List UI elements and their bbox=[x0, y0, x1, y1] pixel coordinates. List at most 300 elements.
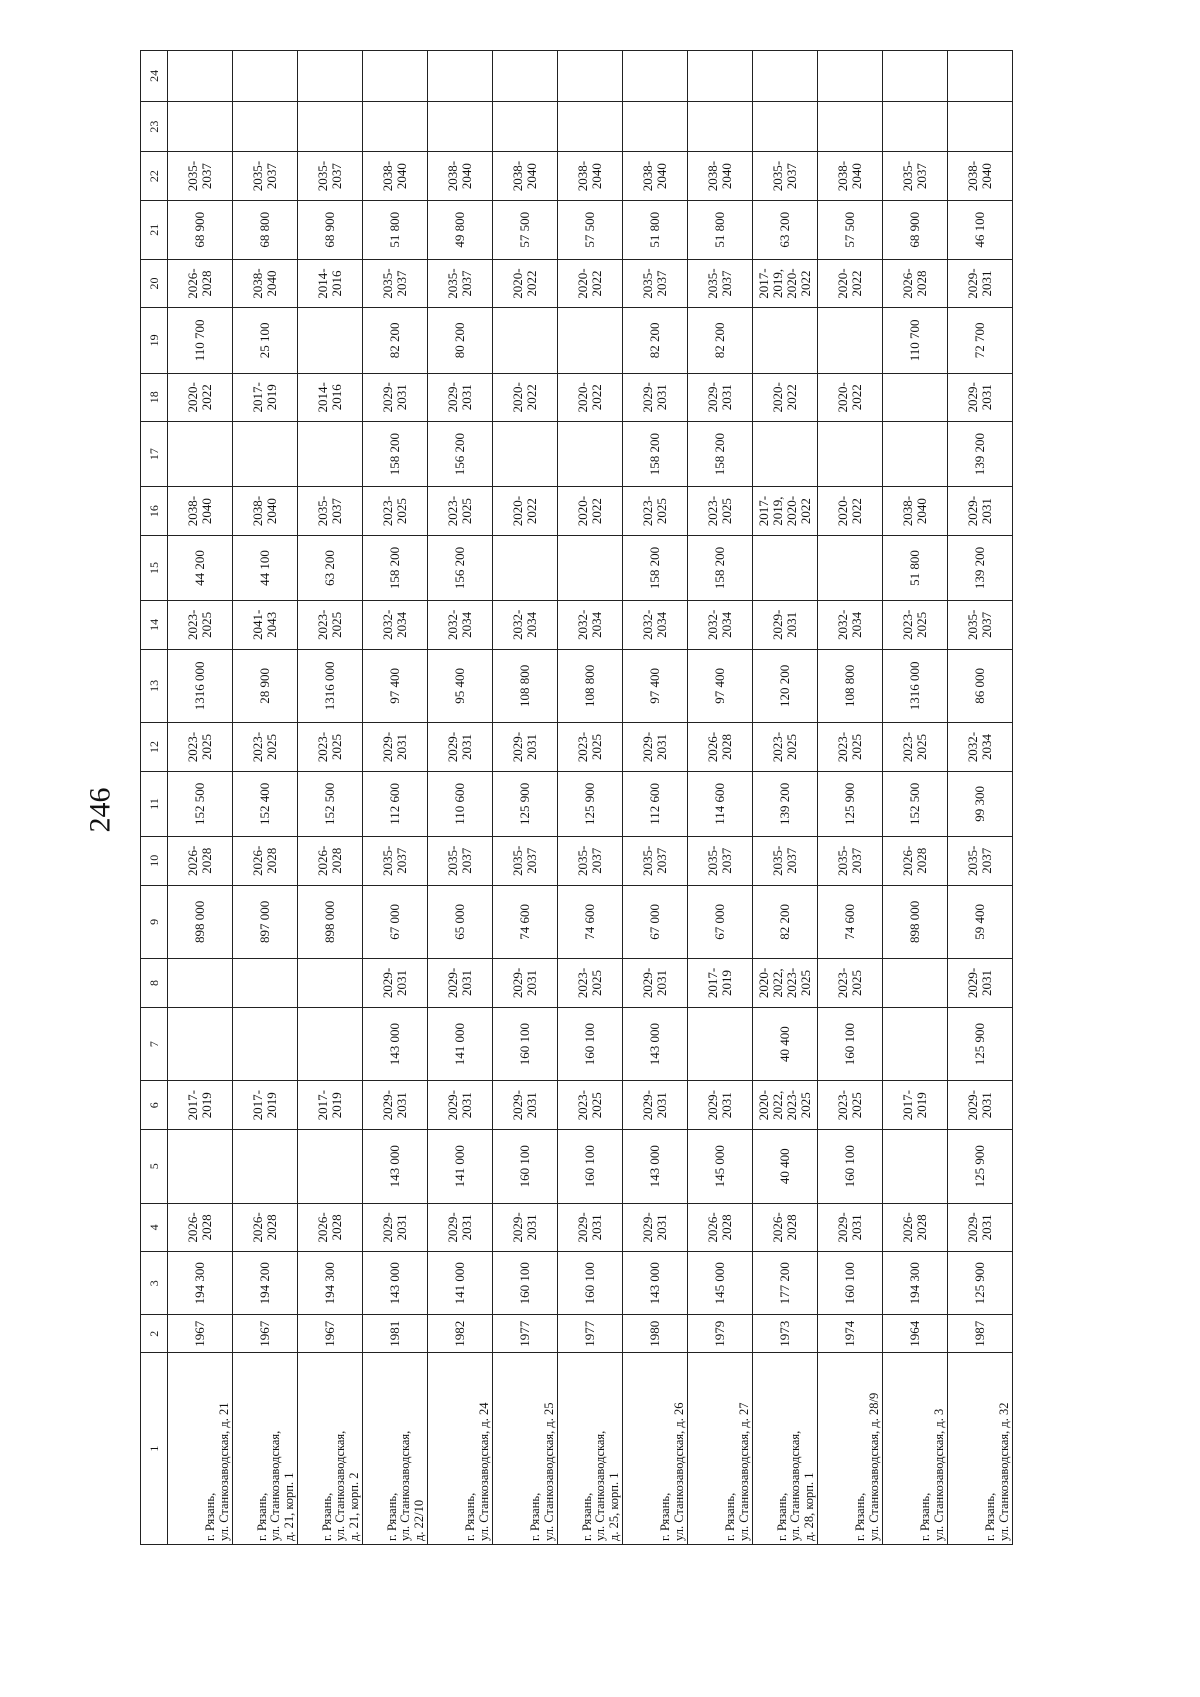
table-cell-col-15: 156 200 bbox=[428, 535, 493, 600]
column-header-3: 3 bbox=[141, 1252, 168, 1315]
table-cell-col-5 bbox=[168, 1129, 233, 1203]
table-cell-col-10: 2035- 2037 bbox=[818, 837, 883, 885]
table-cell-col-15 bbox=[493, 535, 558, 600]
table-cell-col-16: 2020- 2022 bbox=[493, 487, 558, 535]
table-cell-col-12: 2023- 2025 bbox=[298, 723, 363, 771]
table-cell-col-12: 2029- 2031 bbox=[363, 723, 428, 771]
table-cell-col-9: 67 000 bbox=[363, 885, 428, 959]
table-cell-col-3: 160 100 bbox=[818, 1252, 883, 1315]
table-cell-col-14: 2035- 2037 bbox=[948, 601, 1013, 649]
address-cell: г. Рязань, ул. Станкозаводская, д. 32 bbox=[948, 1353, 1013, 1545]
table-cell-col-3: 143 000 bbox=[363, 1252, 428, 1315]
table-cell-col-14: 2023- 2025 bbox=[298, 601, 363, 649]
column-header-14: 14 bbox=[141, 601, 168, 649]
table-cell-col-20: 2038- 2040 bbox=[233, 259, 298, 307]
table-cell-col-13: 108 800 bbox=[818, 649, 883, 723]
table-cell-col-4: 2026- 2028 bbox=[298, 1203, 363, 1251]
table-cell-col-15: 44 100 bbox=[233, 535, 298, 600]
table-cell-col-13: 120 200 bbox=[753, 649, 818, 723]
table-cell-col-12: 2023- 2025 bbox=[168, 723, 233, 771]
table-row bbox=[688, 51, 753, 1545]
table-cell-col-2: 1967 bbox=[168, 1315, 233, 1353]
table-cell-col-11: 125 900 bbox=[558, 771, 623, 836]
table-cell-col-19: 72 700 bbox=[948, 308, 1013, 373]
page-number-text: 246 bbox=[83, 787, 116, 833]
table-cell-col-22: 2035- 2037 bbox=[168, 152, 233, 200]
table-cell-col-21: 57 500 bbox=[558, 200, 623, 259]
table-row bbox=[233, 51, 298, 1545]
table-cell-col-5: 143 000 bbox=[363, 1129, 428, 1203]
table-cell-col-10: 2035- 2037 bbox=[753, 837, 818, 885]
table-cell-col-15: 158 200 bbox=[688, 535, 753, 600]
table-cell-col-21: 49 800 bbox=[428, 200, 493, 259]
table-cell-col-19: 25 100 bbox=[233, 308, 298, 373]
table-cell-col-10: 2026- 2028 bbox=[233, 837, 298, 885]
table-cell-col-6: 2029- 2031 bbox=[623, 1081, 688, 1129]
table-cell-col-7 bbox=[883, 1007, 948, 1081]
table-cell-col-19 bbox=[753, 308, 818, 373]
table-cell-col-11: 112 600 bbox=[363, 771, 428, 836]
table-cell-col-14: 2032- 2034 bbox=[493, 601, 558, 649]
header-row bbox=[141, 51, 168, 1545]
table-cell-col-17: 156 200 bbox=[428, 422, 493, 487]
table-cell-col-5 bbox=[883, 1129, 948, 1203]
table-cell-col-24 bbox=[753, 51, 818, 102]
table-cell-col-24 bbox=[623, 51, 688, 102]
column-header-23: 23 bbox=[141, 101, 168, 152]
table-cell-col-10: 2035- 2037 bbox=[688, 837, 753, 885]
table-cell-col-18: 2020- 2022 bbox=[818, 373, 883, 421]
table-cell-col-14: 2032- 2034 bbox=[363, 601, 428, 649]
table-cell-col-4: 2029- 2031 bbox=[493, 1203, 558, 1251]
table-cell-col-8: 2029- 2031 bbox=[948, 959, 1013, 1007]
table-cell-col-17: 158 200 bbox=[623, 422, 688, 487]
table-cell-col-23 bbox=[818, 101, 883, 152]
column-header-19: 19 bbox=[141, 308, 168, 373]
table-cell-col-18: 2020- 2022 bbox=[753, 373, 818, 421]
table-cell-col-20: 2026- 2028 bbox=[883, 259, 948, 307]
table-row bbox=[558, 51, 623, 1545]
table-cell-col-2: 1964 bbox=[883, 1315, 948, 1353]
table-cell-col-15 bbox=[753, 535, 818, 600]
table-cell-col-16: 2023- 2025 bbox=[363, 487, 428, 535]
table-cell-col-21: 68 900 bbox=[168, 200, 233, 259]
table-cell-col-2: 1973 bbox=[753, 1315, 818, 1353]
data-table bbox=[140, 50, 1013, 1545]
table-cell-col-23 bbox=[233, 101, 298, 152]
table-cell-col-2: 1979 bbox=[688, 1315, 753, 1353]
table-cell-col-11: 125 900 bbox=[493, 771, 558, 836]
table-cell-col-10: 2035- 2037 bbox=[558, 837, 623, 885]
table-cell-col-11: 152 500 bbox=[883, 771, 948, 836]
table-cell-col-10: 2035- 2037 bbox=[948, 837, 1013, 885]
table-cell-col-21: 46 100 bbox=[948, 200, 1013, 259]
page-number bbox=[80, 770, 120, 850]
table-cell-col-13: 108 800 bbox=[558, 649, 623, 723]
table-cell-col-3: 141 000 bbox=[428, 1252, 493, 1315]
table-cell-col-19 bbox=[818, 308, 883, 373]
table-cell-col-6: 2029- 2031 bbox=[493, 1081, 558, 1129]
address-cell: г. Рязань, ул. Станкозаводская, д. 3 bbox=[883, 1353, 948, 1545]
table-cell-col-13: 95 400 bbox=[428, 649, 493, 723]
table-cell-col-23 bbox=[363, 101, 428, 152]
table-row bbox=[818, 51, 883, 1545]
table-cell-col-4: 2029- 2031 bbox=[623, 1203, 688, 1251]
table-cell-col-22: 2038- 2040 bbox=[363, 152, 428, 200]
table-row bbox=[168, 51, 233, 1545]
column-header-8: 8 bbox=[141, 959, 168, 1007]
table-cell-col-10: 2026- 2028 bbox=[298, 837, 363, 885]
table-cell-col-15 bbox=[818, 535, 883, 600]
table-cell-col-8: 2017- 2019 bbox=[688, 959, 753, 1007]
table-cell-col-12: 2023- 2025 bbox=[818, 723, 883, 771]
table-cell-col-6: 2020- 2022, 2023- 2025 bbox=[753, 1081, 818, 1129]
table-cell-col-8: 2029- 2031 bbox=[363, 959, 428, 1007]
table-cell-col-2: 1977 bbox=[493, 1315, 558, 1353]
table-cell-col-12: 2029- 2031 bbox=[493, 723, 558, 771]
table-cell-col-14: 2032- 2034 bbox=[818, 601, 883, 649]
table-cell-col-24 bbox=[558, 51, 623, 102]
column-header-21: 21 bbox=[141, 200, 168, 259]
table-cell-col-10: 2035- 2037 bbox=[428, 837, 493, 885]
table-cell-col-11: 152 400 bbox=[233, 771, 298, 836]
column-header-18: 18 bbox=[141, 373, 168, 421]
table-cell-col-8: 2029- 2031 bbox=[428, 959, 493, 1007]
table-cell-col-16: 2023- 2025 bbox=[688, 487, 753, 535]
table-cell-col-24 bbox=[363, 51, 428, 102]
table-cell-col-14: 2032- 2034 bbox=[558, 601, 623, 649]
table-cell-col-10: 2035- 2037 bbox=[623, 837, 688, 885]
table-cell-col-22: 2038- 2040 bbox=[623, 152, 688, 200]
table-cell-col-22: 2038- 2040 bbox=[948, 152, 1013, 200]
table-cell-col-15: 51 800 bbox=[883, 535, 948, 600]
table-cell-col-8: 2029- 2031 bbox=[623, 959, 688, 1007]
table-cell-col-18: 2020- 2022 bbox=[168, 373, 233, 421]
table-cell-col-5 bbox=[233, 1129, 298, 1203]
table-cell-col-22: 2038- 2040 bbox=[428, 152, 493, 200]
table-cell-col-2: 1982 bbox=[428, 1315, 493, 1353]
table-cell-col-18: 2014- 2016 bbox=[298, 373, 363, 421]
table-cell-col-8 bbox=[233, 959, 298, 1007]
table-cell-col-24 bbox=[883, 51, 948, 102]
table-cell-col-4: 2029- 2031 bbox=[363, 1203, 428, 1251]
column-header-16: 16 bbox=[141, 487, 168, 535]
table-cell-col-23 bbox=[493, 101, 558, 152]
table-cell-col-5: 160 100 bbox=[558, 1129, 623, 1203]
table-cell-col-20: 2026- 2028 bbox=[168, 259, 233, 307]
table-cell-col-15: 158 200 bbox=[623, 535, 688, 600]
table-cell-col-13: 1316 000 bbox=[298, 649, 363, 723]
table-cell-col-5: 125 900 bbox=[948, 1129, 1013, 1203]
column-header-13: 13 bbox=[141, 649, 168, 723]
table-cell-col-20: 2035- 2037 bbox=[428, 259, 493, 307]
table-cell-col-7: 143 000 bbox=[623, 1007, 688, 1081]
table-cell-col-10: 2035- 2037 bbox=[493, 837, 558, 885]
table-cell-col-20: 2035- 2037 bbox=[623, 259, 688, 307]
table-cell-col-9: 898 000 bbox=[883, 885, 948, 959]
table-cell-col-9: 65 000 bbox=[428, 885, 493, 959]
column-header-6: 6 bbox=[141, 1081, 168, 1129]
table-row bbox=[493, 51, 558, 1545]
table-cell-col-17 bbox=[233, 422, 298, 487]
table-cell-col-4: 2029- 2031 bbox=[558, 1203, 623, 1251]
table-cell-col-21: 51 800 bbox=[363, 200, 428, 259]
table-cell-col-12: 2032- 2034 bbox=[948, 723, 1013, 771]
table-cell-col-23 bbox=[883, 101, 948, 152]
table-cell-col-15 bbox=[558, 535, 623, 600]
address-cell: г. Рязань, ул. Станкозаводская, д. 21, корп. 1 bbox=[233, 1353, 298, 1545]
table-cell-col-16: 2023- 2025 bbox=[623, 487, 688, 535]
table-cell-col-19 bbox=[298, 308, 363, 373]
table-cell-col-17 bbox=[558, 422, 623, 487]
table-cell-col-15: 158 200 bbox=[363, 535, 428, 600]
table-cell-col-2: 1974 bbox=[818, 1315, 883, 1353]
table-cell-col-14: 2023- 2025 bbox=[883, 601, 948, 649]
table-cell-col-23 bbox=[948, 101, 1013, 152]
table-cell-col-12: 2029- 2031 bbox=[623, 723, 688, 771]
table-cell-col-13: 97 400 bbox=[363, 649, 428, 723]
table-cell-col-2: 1987 bbox=[948, 1315, 1013, 1353]
table-cell-col-13: 1316 000 bbox=[883, 649, 948, 723]
table-cell-col-19: 82 200 bbox=[623, 308, 688, 373]
table-cell-col-9: 898 000 bbox=[168, 885, 233, 959]
column-header-17: 17 bbox=[141, 422, 168, 487]
table-row bbox=[883, 51, 948, 1545]
table-cell-col-22: 2035- 2037 bbox=[233, 152, 298, 200]
table-cell-col-3: 160 100 bbox=[493, 1252, 558, 1315]
table-cell-col-2: 1967 bbox=[298, 1315, 363, 1353]
table-cell-col-8: 2020- 2022, 2023- 2025 bbox=[753, 959, 818, 1007]
table-cell-col-16: 2029- 2031 bbox=[948, 487, 1013, 535]
address-cell: г. Рязань, ул. Станкозаводская, д. 25, корп. 1 bbox=[558, 1353, 623, 1545]
table-cell-col-14: 2032- 2034 bbox=[688, 601, 753, 649]
table-cell-col-17 bbox=[883, 422, 948, 487]
table-cell-col-24 bbox=[233, 51, 298, 102]
table-cell-col-14: 2023- 2025 bbox=[168, 601, 233, 649]
column-header-15: 15 bbox=[141, 535, 168, 600]
table-cell-col-22: 2035- 2037 bbox=[753, 152, 818, 200]
table-cell-col-8 bbox=[883, 959, 948, 1007]
table-cell-col-14: 2041- 2043 bbox=[233, 601, 298, 649]
table-cell-col-20: 2020- 2022 bbox=[818, 259, 883, 307]
table-cell-col-9: 67 000 bbox=[688, 885, 753, 959]
table-cell-col-18: 2029- 2031 bbox=[948, 373, 1013, 421]
table-cell-col-3: 145 000 bbox=[688, 1252, 753, 1315]
table-cell-col-22: 2035- 2037 bbox=[298, 152, 363, 200]
table-cell-col-18: 2029- 2031 bbox=[363, 373, 428, 421]
table-cell-col-20: 2020- 2022 bbox=[493, 259, 558, 307]
table-row bbox=[298, 51, 363, 1545]
table-cell-col-21: 68 900 bbox=[883, 200, 948, 259]
table-cell-col-7 bbox=[233, 1007, 298, 1081]
table-cell-col-12: 2023- 2025 bbox=[558, 723, 623, 771]
table-cell-col-8 bbox=[168, 959, 233, 1007]
table-cell-col-24 bbox=[428, 51, 493, 102]
table-cell-col-11: 125 900 bbox=[818, 771, 883, 836]
table-cell-col-21: 51 800 bbox=[623, 200, 688, 259]
table-cell-col-20: 2014- 2016 bbox=[298, 259, 363, 307]
table-cell-col-4: 2026- 2028 bbox=[753, 1203, 818, 1251]
table-cell-col-5: 145 000 bbox=[688, 1129, 753, 1203]
column-header-2: 2 bbox=[141, 1315, 168, 1353]
table-cell-col-16: 2020- 2022 bbox=[558, 487, 623, 535]
table-cell-col-6: 2023- 2025 bbox=[818, 1081, 883, 1129]
table-cell-col-12: 2023- 2025 bbox=[883, 723, 948, 771]
table-cell-col-23 bbox=[168, 101, 233, 152]
table-cell-col-15: 63 200 bbox=[298, 535, 363, 600]
table-cell-col-3: 143 000 bbox=[623, 1252, 688, 1315]
table-cell-col-9: 74 600 bbox=[558, 885, 623, 959]
table-cell-col-24 bbox=[818, 51, 883, 102]
table-cell-col-6: 2029- 2031 bbox=[688, 1081, 753, 1129]
table-cell-col-17 bbox=[753, 422, 818, 487]
table-cell-col-4: 2026- 2028 bbox=[688, 1203, 753, 1251]
table-cell-col-6: 2023- 2025 bbox=[558, 1081, 623, 1129]
table-cell-col-24 bbox=[688, 51, 753, 102]
table-cell-col-16: 2038- 2040 bbox=[168, 487, 233, 535]
address-cell: г. Рязань, ул. Станкозаводская, д. 25 bbox=[493, 1353, 558, 1545]
table-cell-col-22: 2038- 2040 bbox=[818, 152, 883, 200]
table-cell-col-6: 2029- 2031 bbox=[428, 1081, 493, 1129]
table-cell-col-9: 897 000 bbox=[233, 885, 298, 959]
column-header-5: 5 bbox=[141, 1129, 168, 1203]
table-body bbox=[168, 51, 1013, 1545]
table-cell-col-9: 82 200 bbox=[753, 885, 818, 959]
table-cell-col-19: 80 200 bbox=[428, 308, 493, 373]
table-cell-col-21: 57 500 bbox=[818, 200, 883, 259]
column-header-1: 1 bbox=[141, 1353, 168, 1545]
table-cell-col-4: 2026- 2028 bbox=[233, 1203, 298, 1251]
table-cell-col-4: 2026- 2028 bbox=[168, 1203, 233, 1251]
table-cell-col-3: 194 300 bbox=[168, 1252, 233, 1315]
table-cell-col-11: 114 600 bbox=[688, 771, 753, 836]
table-cell-col-19: 110 700 bbox=[168, 308, 233, 373]
table-cell-col-4: 2029- 2031 bbox=[948, 1203, 1013, 1251]
table-cell-col-2: 1967 bbox=[233, 1315, 298, 1353]
table-cell-col-10: 2035- 2037 bbox=[363, 837, 428, 885]
column-header-7: 7 bbox=[141, 1007, 168, 1081]
table-cell-col-7 bbox=[168, 1007, 233, 1081]
table-cell-col-7: 160 100 bbox=[493, 1007, 558, 1081]
table-cell-col-18: 2029- 2031 bbox=[428, 373, 493, 421]
table-cell-col-10: 2026- 2028 bbox=[883, 837, 948, 885]
table-row bbox=[753, 51, 818, 1545]
table-cell-col-7: 40 400 bbox=[753, 1007, 818, 1081]
table-cell-col-3: 125 900 bbox=[948, 1252, 1013, 1315]
table-row bbox=[948, 51, 1013, 1545]
table-cell-col-15: 44 200 bbox=[168, 535, 233, 600]
table-cell-col-17: 158 200 bbox=[363, 422, 428, 487]
table-cell-col-24 bbox=[948, 51, 1013, 102]
column-header-20: 20 bbox=[141, 259, 168, 307]
table-cell-col-16: 2023- 2025 bbox=[428, 487, 493, 535]
address-cell: г. Рязань, ул. Станкозаводская, д. 27 bbox=[688, 1353, 753, 1545]
table-cell-col-23 bbox=[688, 101, 753, 152]
table-cell-col-7: 141 000 bbox=[428, 1007, 493, 1081]
table-cell-col-23 bbox=[558, 101, 623, 152]
table-cell-col-11: 152 500 bbox=[298, 771, 363, 836]
table-cell-col-23 bbox=[753, 101, 818, 152]
table-cell-col-20: 2029- 2031 bbox=[948, 259, 1013, 307]
table-cell-col-9: 67 000 bbox=[623, 885, 688, 959]
column-header-4: 4 bbox=[141, 1203, 168, 1251]
table-cell-col-18 bbox=[883, 373, 948, 421]
table-cell-col-21: 57 500 bbox=[493, 200, 558, 259]
column-header-10: 10 bbox=[141, 837, 168, 885]
table-cell-col-7 bbox=[298, 1007, 363, 1081]
table-cell-col-20: 2020- 2022 bbox=[558, 259, 623, 307]
table-cell-col-19 bbox=[558, 308, 623, 373]
table-cell-col-9: 59 400 bbox=[948, 885, 1013, 959]
table-cell-col-16: 2038- 2040 bbox=[883, 487, 948, 535]
table-cell-col-19: 82 200 bbox=[363, 308, 428, 373]
table-cell-col-17 bbox=[493, 422, 558, 487]
table-cell-col-7: 125 900 bbox=[948, 1007, 1013, 1081]
table-cell-col-5: 40 400 bbox=[753, 1129, 818, 1203]
table-cell-col-2: 1980 bbox=[623, 1315, 688, 1353]
table-cell-col-17: 158 200 bbox=[688, 422, 753, 487]
table-cell-col-7 bbox=[688, 1007, 753, 1081]
table-row bbox=[623, 51, 688, 1545]
column-header-12: 12 bbox=[141, 723, 168, 771]
table-cell-col-5: 160 100 bbox=[493, 1129, 558, 1203]
table-cell-col-22: 2038- 2040 bbox=[558, 152, 623, 200]
table-cell-col-5: 141 000 bbox=[428, 1129, 493, 1203]
table-cell-col-3: 194 200 bbox=[233, 1252, 298, 1315]
table-cell-col-10: 2026- 2028 bbox=[168, 837, 233, 885]
rotated-table-wrapper bbox=[140, 50, 1013, 1545]
table-cell-col-11: 139 200 bbox=[753, 771, 818, 836]
table-cell-col-12: 2023- 2025 bbox=[233, 723, 298, 771]
table-cell-col-14: 2032- 2034 bbox=[428, 601, 493, 649]
table-cell-col-21: 68 800 bbox=[233, 200, 298, 259]
table-cell-col-23 bbox=[428, 101, 493, 152]
table-cell-col-13: 97 400 bbox=[688, 649, 753, 723]
table-cell-col-6: 2029- 2031 bbox=[363, 1081, 428, 1129]
table-cell-col-12: 2023- 2025 bbox=[753, 723, 818, 771]
table-cell-col-3: 194 300 bbox=[883, 1252, 948, 1315]
table-cell-col-21: 68 900 bbox=[298, 200, 363, 259]
table-cell-col-13: 1316 000 bbox=[168, 649, 233, 723]
table-cell-col-18: 2017- 2019 bbox=[233, 373, 298, 421]
column-header-11: 11 bbox=[141, 771, 168, 836]
table-cell-col-22: 2035- 2037 bbox=[883, 152, 948, 200]
table-cell-col-16: 2017- 2019, 2020- 2022 bbox=[753, 487, 818, 535]
address-cell: г. Рязань, ул. Станкозаводская, д. 28, корп. 1 bbox=[753, 1353, 818, 1545]
table-cell-col-17 bbox=[818, 422, 883, 487]
table-cell-col-11: 152 500 bbox=[168, 771, 233, 836]
table-cell-col-2: 1981 bbox=[363, 1315, 428, 1353]
table-row bbox=[428, 51, 493, 1545]
column-header-9: 9 bbox=[141, 885, 168, 959]
table-cell-col-18: 2029- 2031 bbox=[688, 373, 753, 421]
table-cell-col-16: 2020- 2022 bbox=[818, 487, 883, 535]
table-cell-col-12: 2026- 2028 bbox=[688, 723, 753, 771]
address-cell: г. Рязань, ул. Станкозаводская, д. 22/10 bbox=[363, 1353, 428, 1545]
table-cell-col-3: 177 200 bbox=[753, 1252, 818, 1315]
table-cell-col-17: 139 200 bbox=[948, 422, 1013, 487]
table-cell-col-9: 74 600 bbox=[493, 885, 558, 959]
address-cell: г. Рязань, ул. Станкозаводская, д. 21, корп. 2 bbox=[298, 1353, 363, 1545]
column-header-22: 22 bbox=[141, 152, 168, 200]
table-cell-col-24 bbox=[493, 51, 558, 102]
address-cell: г. Рязань, ул. Станкозаводская, д. 21 bbox=[168, 1353, 233, 1545]
table-cell-col-17 bbox=[298, 422, 363, 487]
address-cell: г. Рязань, ул. Станкозаводская, д. 28/9 bbox=[818, 1353, 883, 1545]
table-cell-col-6: 2029- 2031 bbox=[948, 1081, 1013, 1129]
address-cell: г. Рязань, ул. Станкозаводская, д. 24 bbox=[428, 1353, 493, 1545]
table-cell-col-16: 2035- 2037 bbox=[298, 487, 363, 535]
